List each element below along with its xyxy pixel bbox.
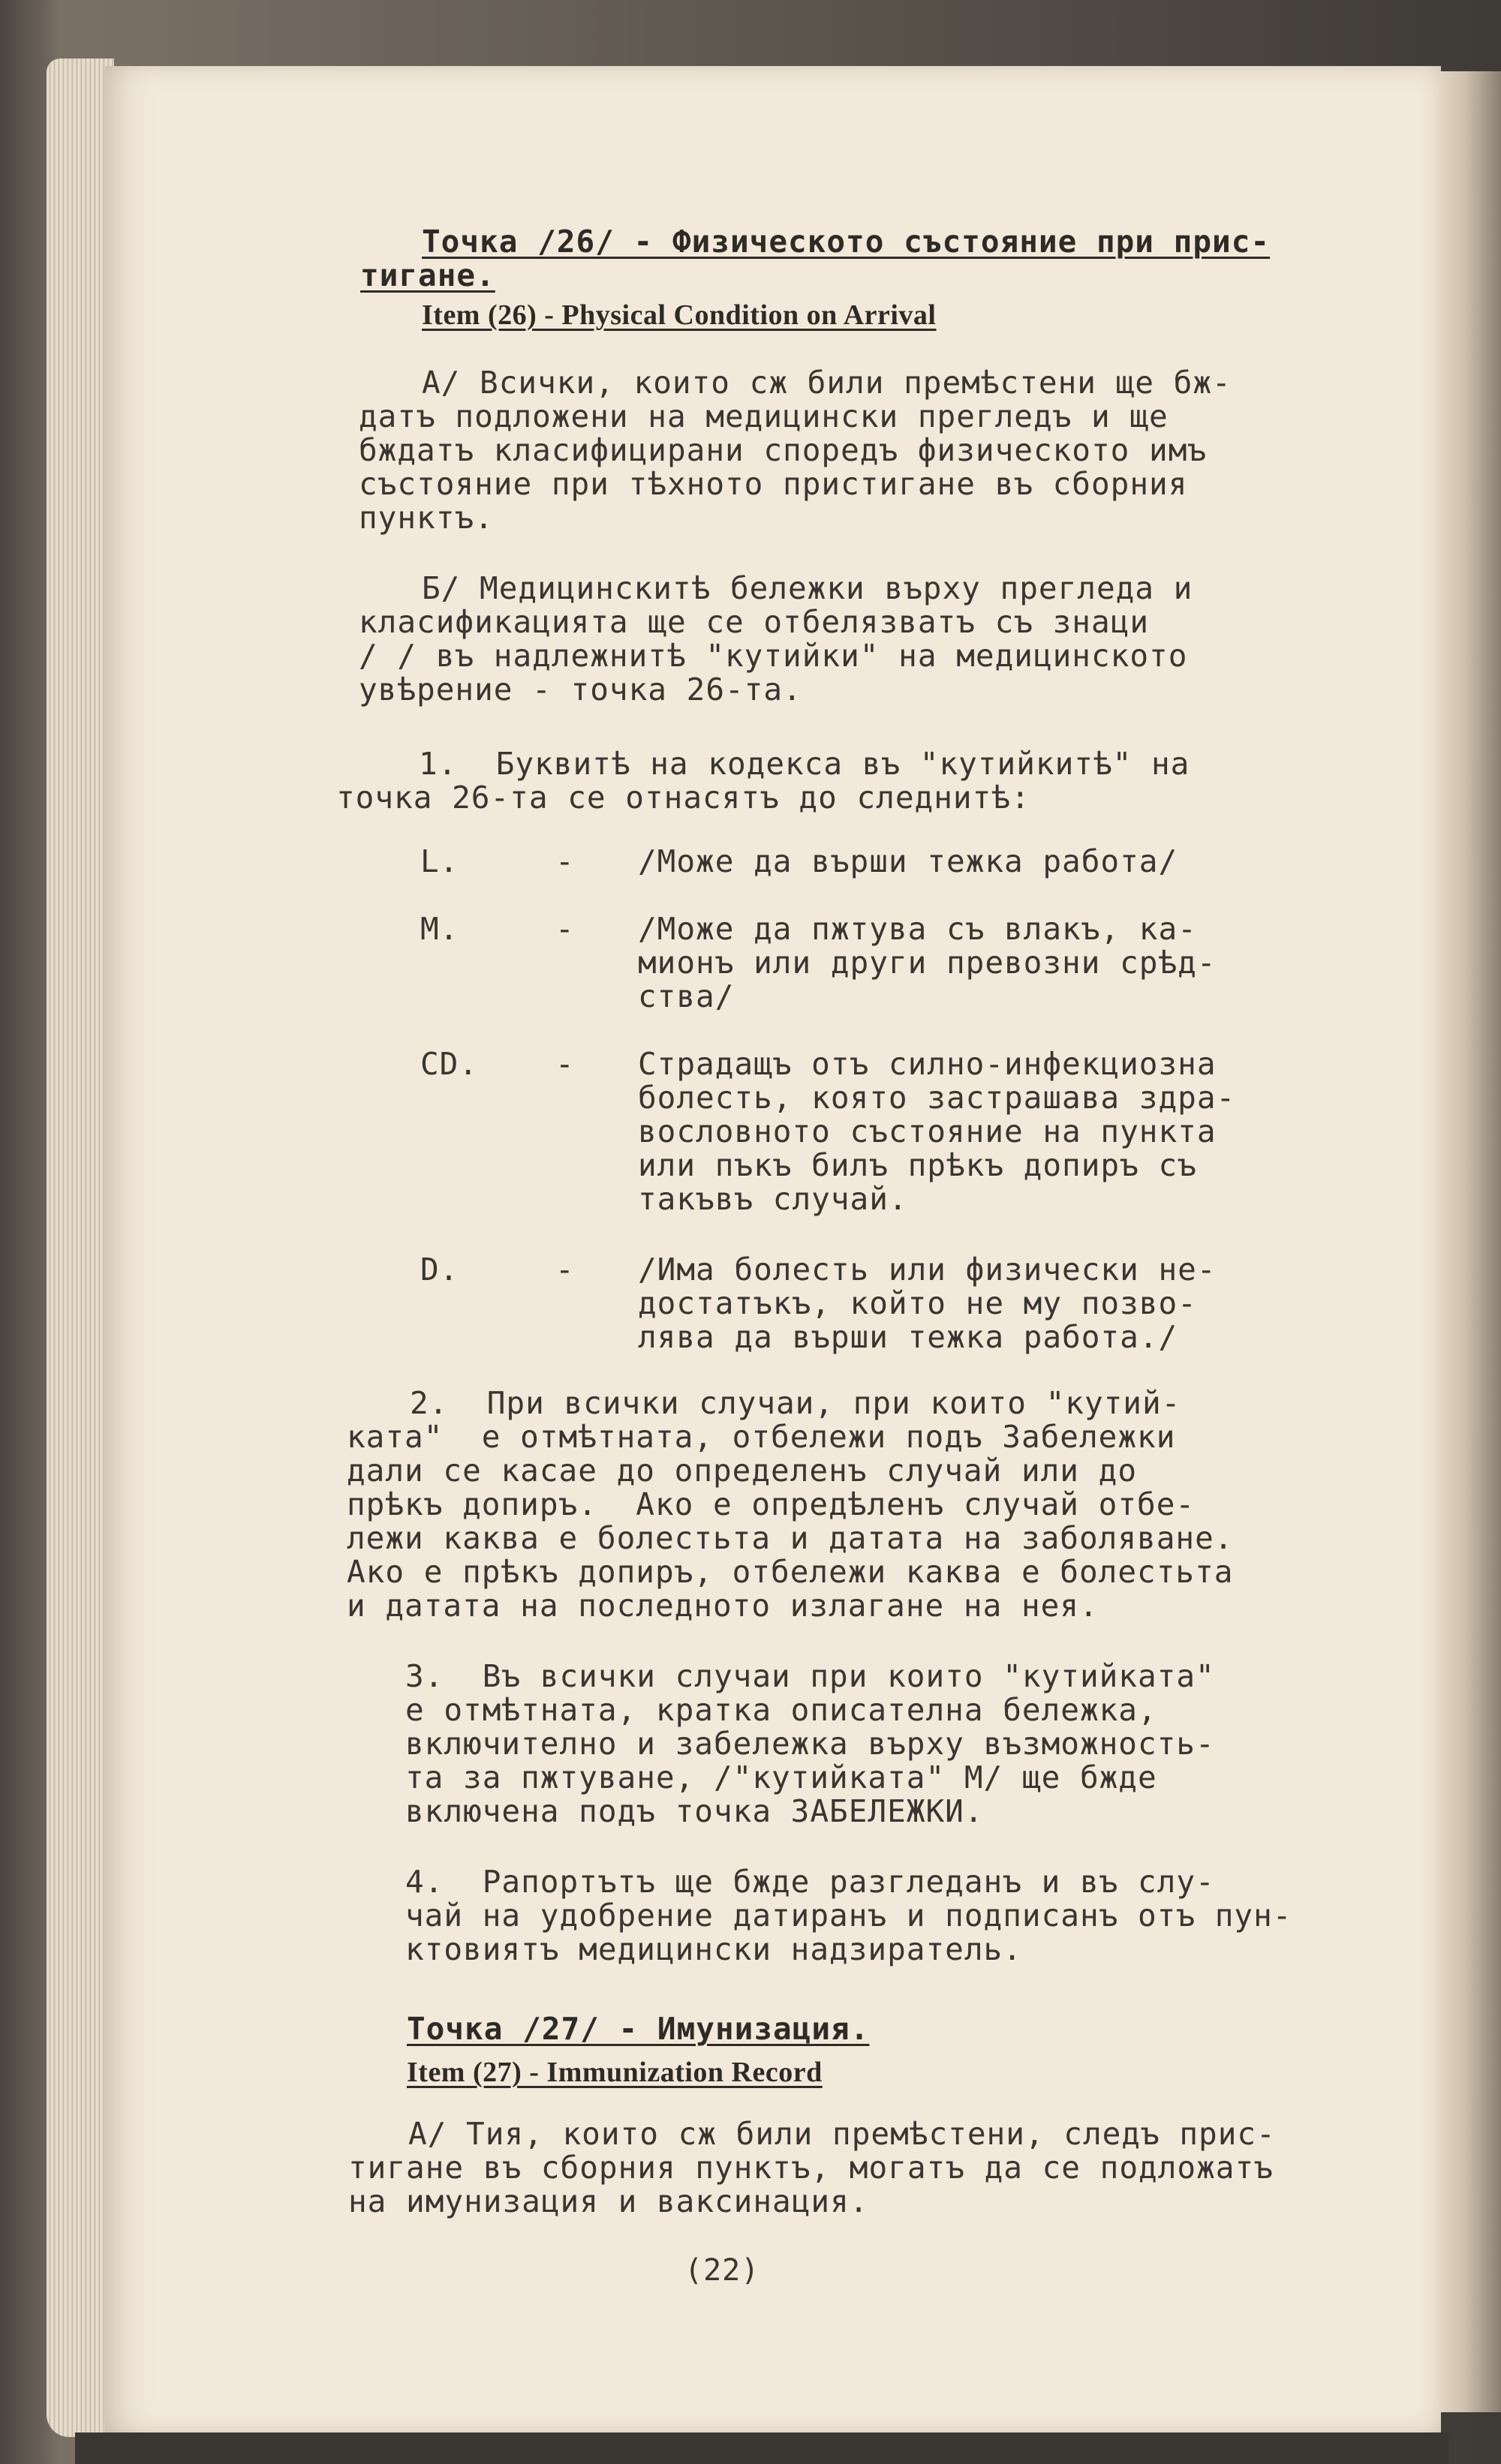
item-1-line: 1. Буквитѣ на кодекса въ "кутийкитѣ" на [419,746,1190,782]
code-description-line: мионъ или други превозни срѣд- [638,945,1217,981]
item-4-line: ктовиятъ медицински надзиратель. [405,1931,1022,1967]
page-number: (22) [684,2253,760,2288]
code-description-line: достатъкъ, който не му позво- [638,1285,1197,1321]
item-3-line: включена подъ точка ЗАБЕЛЕЖКИ. [405,1793,984,1829]
code-letter: CD. [420,1046,479,1082]
item-3-line: 3. Въ всички случаи при които "кутийката" [405,1658,1215,1694]
code-description-line: лява да върши тежка работа./ [638,1319,1178,1355]
code-dash: - [555,1252,575,1288]
paragraph-a-line: датъ подложени на медицински прегледъ и ще [359,398,1169,434]
code-letter: M. [420,911,459,947]
page-stack-edges [47,59,114,2437]
code-description-line: /Може да пжтува съ влакъ, ка- [638,911,1197,947]
item-2-line: 2. При всички случаи, при които "кутий- [410,1385,1181,1421]
paragraph-a-line: състояние при тѣхното пристигане въ сборния [359,466,1188,502]
code-description-line: /Има болесть или физически не- [638,1252,1217,1288]
item-2-line: и датата на последното излагане на нея. [347,1588,1099,1624]
item-3-line: та за пжтуване, /"кутийката" М/ ще бжде [405,1759,1157,1795]
code-description-line: такъвъ случай. [638,1181,908,1217]
item-4-line: чай на удобрение датиранъ и подписанъ отъ пун- [405,1898,1292,1934]
code-description-line: болесть, която застрашава здра- [638,1080,1236,1116]
code-letter: L. [420,843,459,879]
section26-english-title: Item (26) - Physical Condition on Arrival [422,299,937,331]
item-2-line: Ако е прѣкъ допиръ, отбележи каква е болестьта [347,1554,1234,1590]
paragraph-a-line: пунктъ. [359,500,494,536]
paragraph-b-line: Б/ Медицинскитѣ бележки върху прегледа и [422,570,1193,606]
item-3-line: е отмѣтната, кратка описателна бележка, [405,1692,1157,1728]
item-4-line: 4. Рапортътъ ще бжде разгледанъ и въ слу- [405,1864,1215,1900]
section27-title: Точка /27/ - Имунизация. [407,2011,870,2047]
paragraph-a-line: А/ Всички, които сж били премѣстени ще бж- [422,365,1232,401]
code-description-line: Страдащъ отъ силно-инфекциозна [638,1046,1217,1082]
code-description-line: или пъкъ билъ прѣкъ допиръ съ [638,1147,1197,1183]
paragraph-b-line: увѣрение - точка 26-та. [359,672,802,708]
item-3-line: включително и забележка върху възможность- [405,1726,1215,1762]
section27-paragraph-line: тигане въ сборния пунктъ, могатъ да се подложатъ [348,2150,1274,2186]
bottom-shadow [75,2432,1448,2464]
code-dash: - [555,843,575,879]
code-description-line: ства/ [638,978,735,1014]
page-right-edge [1439,71,1501,2412]
code-description-line: вословното състояние на пункта [638,1113,1217,1149]
code-dash: - [555,1046,575,1082]
section27-english-title: Item (27) - Immunization Record [407,2057,823,2088]
code-description-line: /Може да върши тежка работа/ [638,843,1178,879]
item-1-line: точка 26-та се отнасятъ до следнитѣ: [336,780,1030,816]
section26-title-line2: тигане. [360,257,495,293]
section27-paragraph-line: на имунизация и ваксинация. [348,2183,869,2219]
item-2-line: ката" е отмѣтната, отбележи подъ Забележки [347,1419,1176,1455]
paragraph-b-line: / / въ надлежнитѣ "кутийки" на медицинското [359,638,1188,674]
code-letter: D. [420,1252,459,1288]
paragraph-b-line: класификацията ще се отбелязватъ съ знаци [359,604,1150,640]
paragraph-a-line: бждатъ класифицирани споредъ физическото имъ [359,432,1208,468]
item-2-line: лежи каква е болестьта и датата на заболяване. [347,1520,1234,1556]
section27-paragraph-line: А/ Тия, които сж били премѣстени, следъ прис- [408,2116,1276,2152]
code-dash: - [555,911,575,947]
item-2-line: дали се касае до определенъ случай или до [347,1453,1138,1489]
item-2-line: прѣкъ допиръ. Ако е опредѣленъ случай отбе- [347,1486,1196,1522]
section26-title-line1: Точка /26/ - Физическото състояние при прис- [422,224,1271,260]
